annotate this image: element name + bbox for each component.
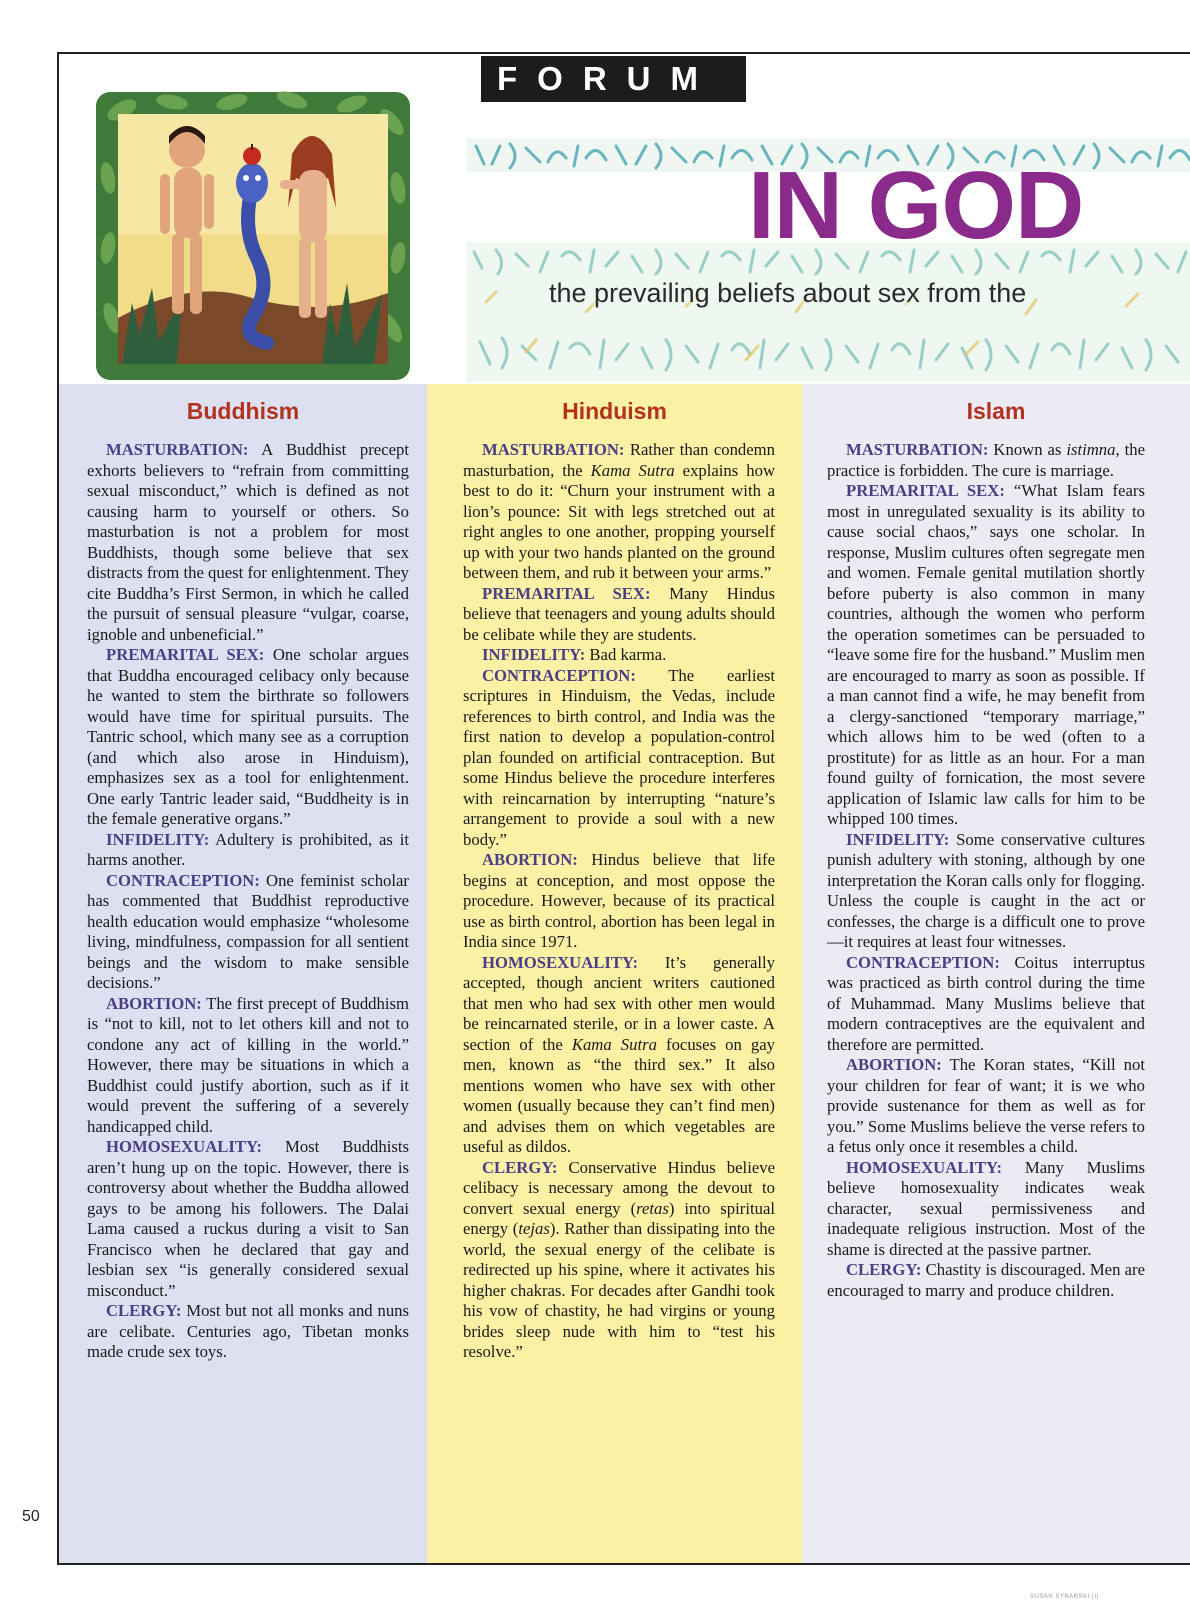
pattern-band-bottom bbox=[466, 242, 1190, 382]
topic-term: INFIDELITY: bbox=[106, 829, 210, 849]
frame-top-rule bbox=[58, 52, 1190, 54]
paragraph bbox=[87, 994, 409, 1138]
paragraph bbox=[463, 645, 775, 666]
frame-bottom-rule bbox=[57, 1563, 1190, 1565]
subtitle-container bbox=[545, 278, 1030, 309]
topic-term: ABORTION: bbox=[846, 1055, 942, 1074]
paragraph-text: Many Muslims believe homosexuality indicates weak character, sexual permissiveness and inadequate religious instruction. Most of the shame is directed at the passive partner. bbox=[827, 1157, 1145, 1259]
paragraph-text: explains how best to do it: “Churn your instrument with a lion’s pounce: Sit with legs stretched out at right angles to one another, propping yourself up with your two hands planted on the ground between them, and rub it between your arms.” bbox=[463, 460, 775, 582]
paragraph bbox=[827, 481, 1145, 830]
paragraph bbox=[827, 440, 1145, 481]
forum-section-label: FORUM bbox=[481, 56, 746, 102]
topic-term: MASTURBATION: bbox=[106, 440, 249, 459]
paragraph bbox=[827, 953, 1145, 1056]
paragraph bbox=[463, 953, 775, 1158]
paragraph bbox=[87, 830, 409, 871]
adam-eve-illustration bbox=[92, 88, 414, 384]
paragraph bbox=[463, 850, 775, 953]
column-heading-buddhism: Buddhism bbox=[186, 398, 300, 424]
paragraph-text: focuses on gay men, known as “the third sex.” It also mentions women who have sex with other women (usually because they can’t find men) and advises them on which vegetables are useful as dildos. bbox=[463, 1034, 776, 1156]
paragraph bbox=[87, 871, 409, 994]
paragraph-text: ). Rather than dissipating into the world, the sexual energy of the celibate is redirected up his spine, where it activates his higher chakras. For decades after Gandhi took his vow of chastity, he had virgins or young brides sleep nude with him to “test his resolve.” bbox=[463, 1219, 775, 1361]
italic-title: Kama Sutra bbox=[571, 1034, 657, 1054]
topic-term: CONTRACEPTION: bbox=[846, 952, 1000, 972]
paragraph-text: “What Islam fears most in unregulated sexuality is its ability to cause social chaos,” says one scholar. In response, Muslim cultures often segregate men and women. Female genital mutilation shortly before puberty is also common in many countries, although the women who perform the operation sometimes can be persuaded to “leave some fire for the husband.” Muslim men are encouraged to marry as soon as possible. If a man cannot find a wife, he may benefit from a clergy-sanctioned “temporary marriage,” which allows him to be wed (often to a prostitute) for as little as an hour. For a man found guilty of fornication, the most severe application of Islamic law calls for him to be whipped 100 times. bbox=[827, 481, 1145, 828]
paragraph bbox=[463, 666, 775, 851]
column-islam bbox=[802, 384, 1190, 1563]
paragraph-text: Most Buddhists aren’t hung up on the topic. However, there is controversy about whether the Buddha allowed gays to be among his followers. The Dalai Lama caused a ruckus during a visit to San Francisco when he declared that gay and lesbian sex “is generally considered sexual misconduct.” bbox=[87, 1137, 409, 1300]
italic-term: tejas bbox=[518, 1219, 550, 1238]
column-buddhism bbox=[59, 384, 427, 1563]
topic-term: CONTRACEPTION: bbox=[106, 870, 260, 890]
article-subtitle: the prevailing beliefs about sex from the bbox=[549, 278, 1027, 308]
topic-term: CLERGY: bbox=[482, 1157, 558, 1177]
topic-term: ABORTION: bbox=[482, 850, 578, 869]
paragraph-text: , the practice is forbidden. The cure is marriage. bbox=[827, 440, 1145, 480]
paragraph-text: Coitus interruptus was practiced as birth control during the time of Muhammad. Many Muslims believe that modern contraceptives are the equivalent and therefore are permitted. bbox=[827, 952, 1145, 1054]
paragraph-text: Chastity is discouraged. Men are encouraged to marry and produce children. bbox=[827, 1260, 1145, 1300]
page-number: 50 bbox=[22, 1508, 40, 1525]
photo-credit: SUSAN SYNARSKI (I) bbox=[1030, 1594, 1100, 1600]
topic-term: ABORTION: bbox=[106, 993, 202, 1013]
paragraph-text: Some conservative cultures punish adultery with stoning, although by one interpretation the Koran calls only for flogging. Unless the couple is caught in the act or confesses, the charge is a difficult one to prove—it requires at least four witnesses. bbox=[827, 829, 1145, 951]
paragraph bbox=[827, 1260, 1145, 1301]
paragraph-text: It’s generally accepted, though ancient writers cautioned that men who had sex with other men would be reincarnated sterile, or in a lower caste. A section of the bbox=[463, 952, 775, 1054]
topic-term: HOMOSEXUALITY: bbox=[846, 1157, 1003, 1177]
paragraph-text: Known as bbox=[988, 440, 1067, 459]
paragraph-text: One scholar argues that Buddha encouraged celibacy only because he wanted to stem the birthrate so followers would have time for spiritual pursuits. The Tantric school, which many see as a corruption (and which also arose in Hinduism), emphasizes sex as a tool for enlightenment. One early Tantric leader said, “Buddheity is in the female generative organs.” bbox=[87, 645, 409, 828]
paragraph-text: Rather than condemn masturbation, the bbox=[463, 440, 775, 480]
paragraph-text: Conservative Hindus believe celibacy is necessary among the devout to convert sexual energy ( bbox=[463, 1157, 775, 1218]
paragraph-text: A Buddhist precept exhorts believers to “refrain from committing sexual misconduct,” which is defined as not causing harm to yourself or others. So masturbation is not a problem for most Buddhists, though some believe that sex distracts from the quest for enlightenment. They cite Buddha’s First Sermon, in which he called the pursuit of sensual pleasure “vulgar, coarse, ignoble and unbeneficial.” bbox=[87, 440, 409, 644]
topic-term: MASTURBATION: bbox=[846, 440, 989, 459]
paragraph bbox=[87, 1137, 409, 1301]
topic-term: PREMARITAL SEX: bbox=[482, 583, 651, 603]
paragraph-text: Most but not all monks and nuns are celibate. Centuries ago, Tibetan monks made crude sex toys. bbox=[87, 1301, 409, 1361]
topic-term: PREMARITAL SEX: bbox=[846, 481, 1005, 500]
paragraph-text: The first precept of Buddhism is “not to kill, not to let others kill and not to condone any act of killing in the world.” However, there may be situations in which a Buddhist could justify abortion, such as if it would prevent the suffering of a severely handicapped child. bbox=[87, 993, 409, 1136]
paragraph-text: The Koran states, “Kill not your children for fear of want; it is we who provide sustenance for them as well as for you.” Some Muslims believe the verse refers to a fetus only once it resembles a child. bbox=[827, 1055, 1145, 1156]
column-heading-islam: Islam bbox=[966, 398, 1026, 424]
topic-term: HOMOSEXUALITY: bbox=[106, 1137, 263, 1156]
column-hinduism bbox=[427, 384, 802, 1563]
paragraph bbox=[827, 1158, 1145, 1261]
italic-term: retas bbox=[636, 1198, 669, 1218]
topic-term: INFIDELITY: bbox=[482, 645, 586, 664]
paragraph bbox=[87, 645, 409, 830]
column-text-buddhism bbox=[87, 440, 409, 1363]
column-text-islam bbox=[827, 440, 1145, 1301]
topic-term: CONTRACEPTION: bbox=[482, 665, 636, 685]
topic-term: MASTURBATION: bbox=[482, 440, 625, 459]
column-heading-hinduism: Hinduism bbox=[562, 398, 667, 424]
italic-title: Kama Sutra bbox=[590, 460, 675, 480]
paragraph-text: Adultery is prohibited, as it harms another. bbox=[87, 829, 409, 869]
column-text-hinduism bbox=[463, 440, 775, 1363]
paragraph bbox=[827, 1055, 1145, 1158]
topic-term: INFIDELITY: bbox=[846, 829, 950, 849]
paragraph bbox=[463, 584, 775, 646]
topic-term: CLERGY: bbox=[846, 1260, 922, 1279]
paragraph-text: Hindus believe that life begins at conception, and most oppose the procedure. However, because of its practical use as birth control, abortion has been legal in India since 1971. bbox=[463, 850, 775, 951]
paragraph bbox=[463, 440, 775, 584]
paragraph bbox=[463, 1158, 775, 1363]
article-title: IN GOD bbox=[748, 152, 1084, 259]
paragraph-text: ) into spiritual energy ( bbox=[463, 1198, 775, 1238]
topic-term: CLERGY: bbox=[106, 1301, 182, 1320]
paragraph bbox=[87, 1301, 409, 1363]
paragraph bbox=[87, 440, 409, 645]
topic-term: HOMOSEXUALITY: bbox=[482, 952, 639, 972]
topic-term: PREMARITAL SEX: bbox=[106, 645, 265, 664]
paragraph-text: One feminist scholar has commented that Buddhist reproductive health education would emphasize “wholesome living, mindfulness, compassion for all sentient beings and the wisdom to make sensible decisions.” bbox=[87, 870, 409, 992]
paragraph-text: Many Hindus believe that teenagers and young adults should be celibate while they are students. bbox=[463, 583, 775, 644]
paragraph bbox=[827, 830, 1145, 953]
paragraph-text: The earliest scriptures in Hinduism, the Vedas, include references to birth control, and India was the first nation to develop a population-control plan founded on artificial contraception. But some Hindus believe the procedure interferes with reincarnation by interrupting “nature’s arrangement to provide a soul with a new body.” bbox=[463, 665, 775, 849]
paragraph-text: Bad karma. bbox=[585, 645, 667, 664]
italic-term: istimna bbox=[1066, 440, 1116, 459]
